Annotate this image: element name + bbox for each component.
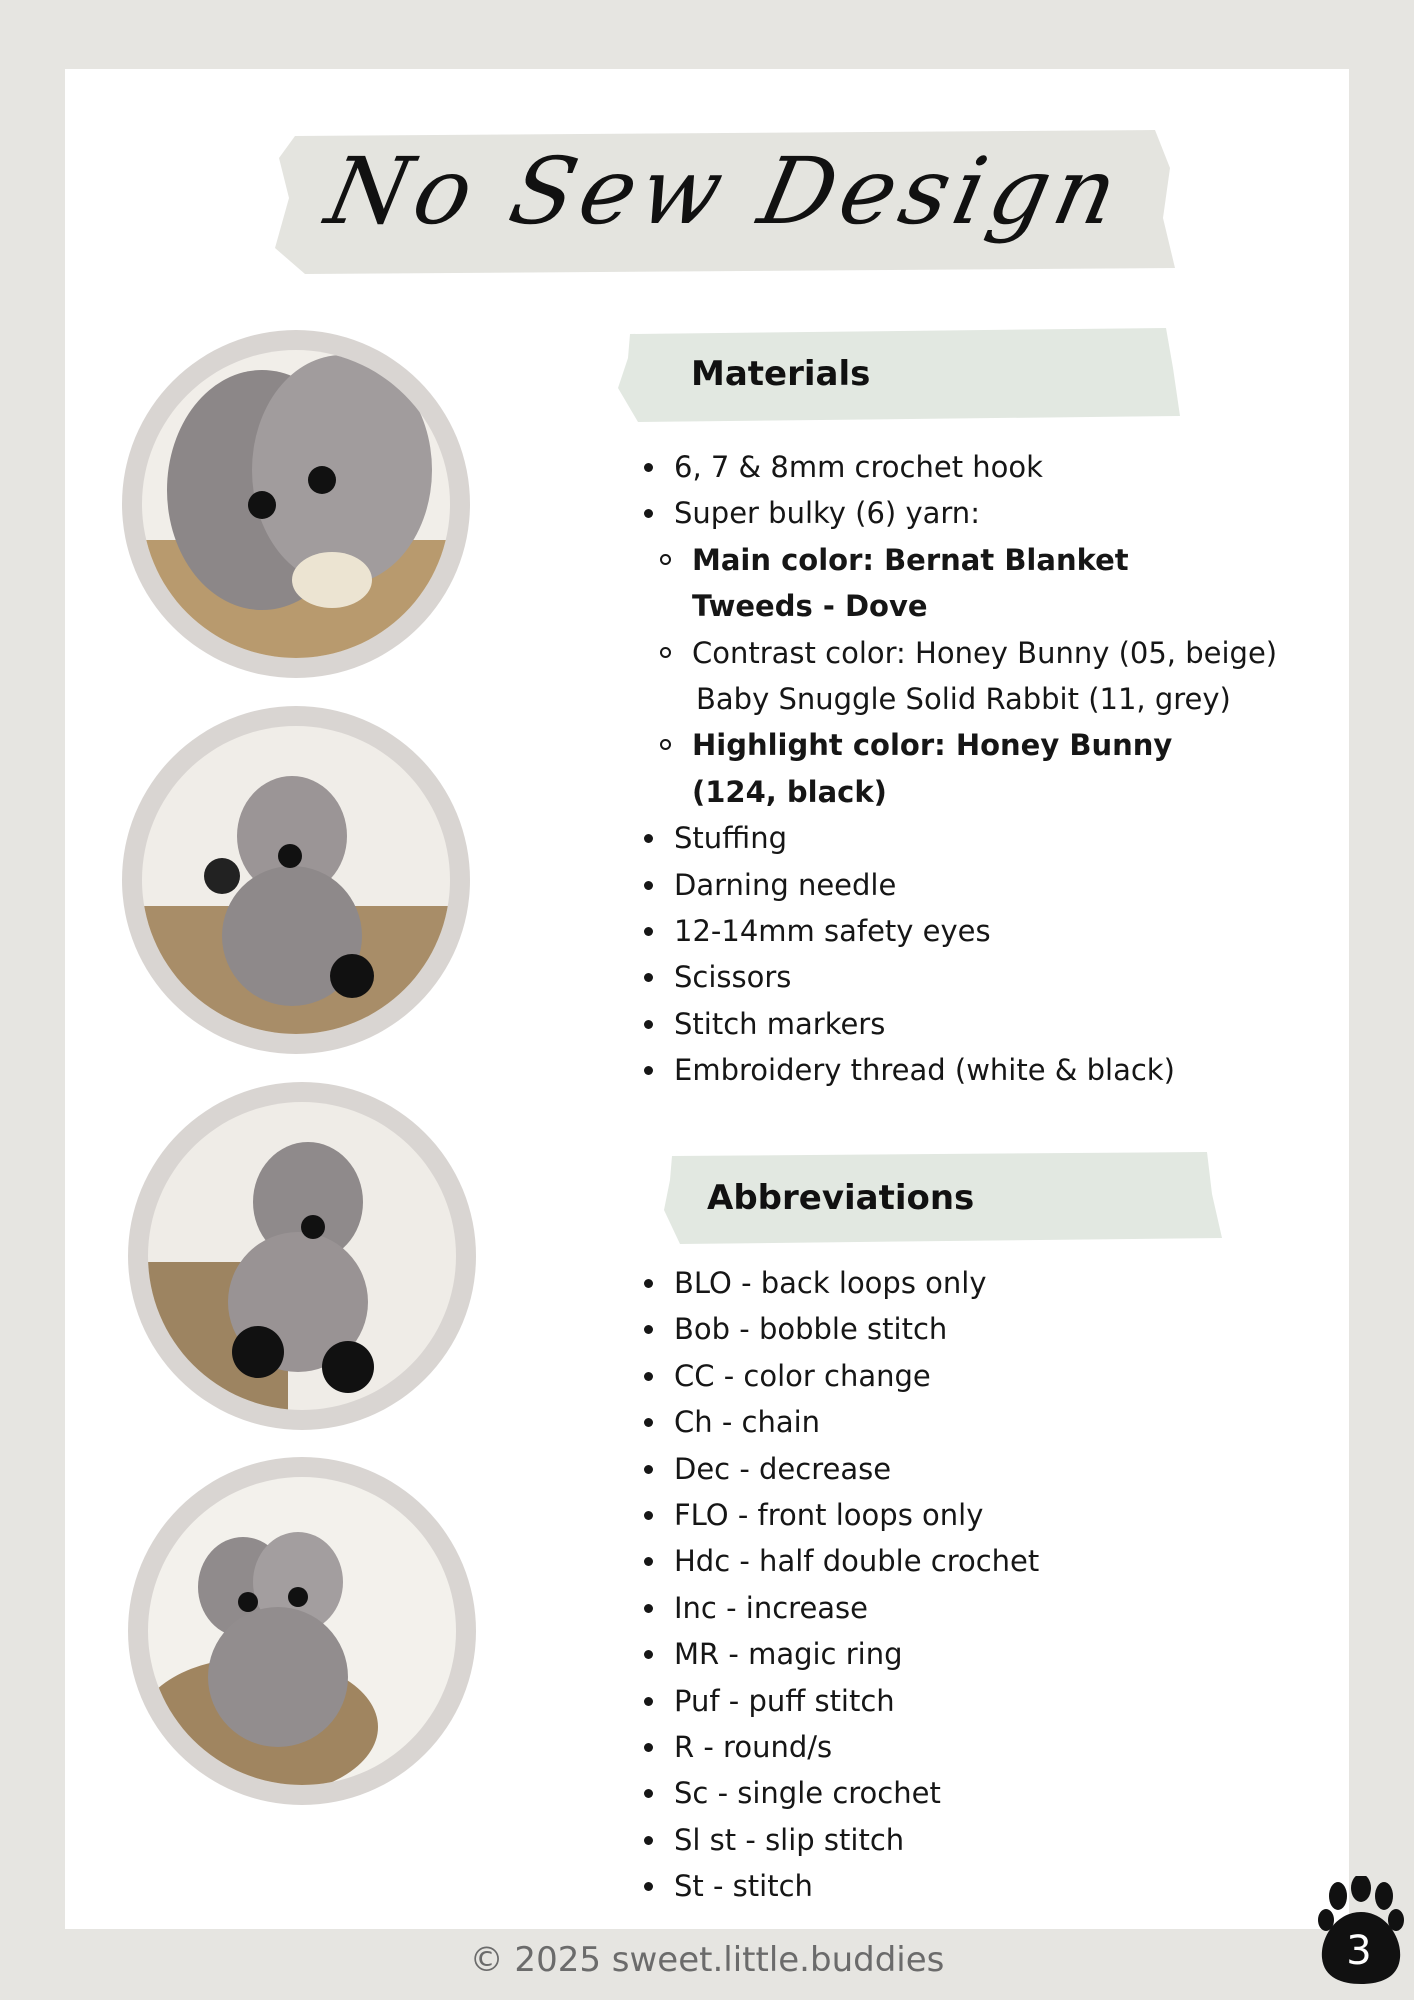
list-item: 6, 7 & 8mm crochet hook [636, 444, 1277, 490]
list-item: Sc - single crochet [636, 1770, 1039, 1816]
materials-list [636, 444, 1277, 1094]
list-item-label: Super bulky (6) yarn: [674, 496, 980, 531]
list-item: 12-14mm safety eyes [636, 908, 1277, 954]
page-number: 3 [1346, 1928, 1372, 1974]
list-item: Scissors [636, 954, 1277, 1000]
photo-wolves-basket [128, 1457, 476, 1805]
copyright-footer: © 2025 sweet.little.buddies [469, 1940, 945, 1980]
list-item: MR - magic ring [636, 1631, 1039, 1677]
list-item: Ch - chain [636, 1399, 1039, 1445]
list-item: Dec - decrease [636, 1446, 1039, 1492]
list-item: Sl st - slip stitch [636, 1817, 1039, 1863]
photo-wolf-sitting [122, 706, 470, 1054]
yarn-contrast-line1: Contrast color: Honey Bunny (05, beige) [692, 635, 1278, 670]
list-item: Bob - bobble stitch [636, 1306, 1039, 1352]
photo-wolves-hugging [122, 330, 470, 678]
list-item: R - round/s [636, 1724, 1039, 1770]
yarn-contrast-color [636, 630, 1277, 723]
yarn-sublist [674, 537, 1277, 815]
list-item: Puf - puff stitch [636, 1678, 1039, 1724]
list-item: Hdc - half double crochet [636, 1538, 1039, 1584]
list-item: CC - color change [636, 1353, 1039, 1399]
list-item: Stitch markers [636, 1001, 1277, 1047]
list-item: FLO - front loops only [636, 1492, 1039, 1538]
list-item: BLO - back loops only [636, 1260, 1039, 1306]
yarn-contrast-line2: Baby Snuggle Solid Rabbit (11, grey) [696, 682, 1231, 717]
list-item: St - stitch [636, 1863, 1039, 1909]
abbreviations-heading: Abbreviations [707, 1178, 975, 1218]
title-banner [275, 128, 1175, 278]
yarn-main-color: Main color: Bernat Blanket Tweeds - Dove [636, 537, 1252, 630]
list-item: Darning needle [636, 862, 1277, 908]
page-title: No Sew Design [317, 138, 1133, 245]
yarn-highlight-color: Highlight color: Honey Bunny (124, black) [636, 722, 1252, 815]
list-item: Inc - increase [636, 1585, 1039, 1631]
list-item: Embroidery thread (white & black) [636, 1047, 1277, 1093]
materials-heading: Materials [691, 354, 871, 394]
abbreviations-list [636, 1260, 1039, 1910]
photo-wolf-waving [128, 1082, 476, 1430]
list-item: Stuffing [636, 815, 1277, 861]
list-item [636, 490, 1277, 815]
